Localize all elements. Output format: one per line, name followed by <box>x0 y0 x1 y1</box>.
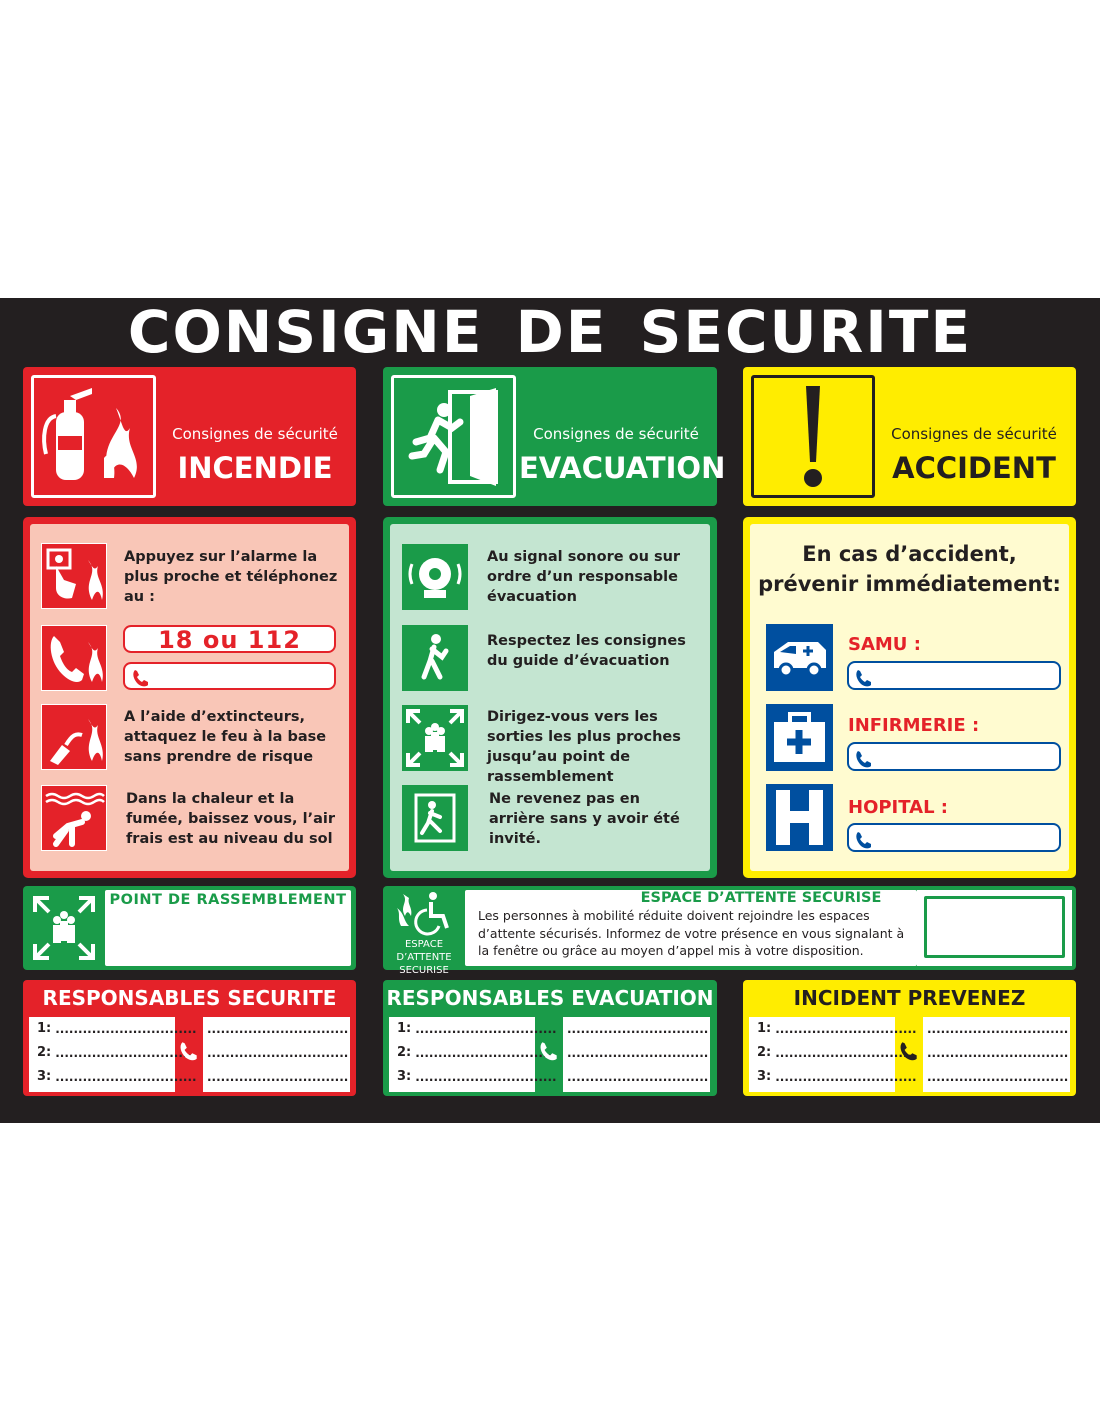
line-dots: ............................... <box>55 1022 197 1036</box>
emergency-exit-icon <box>391 375 516 498</box>
attente-text: Les personnes à mobilité réduite doivent rejoindre les espaces d’attente sécurisés. Informez de votre présence en vous signalant à la fenêtre ou grâce au moyen d’appel mis à votre disposition. <box>478 908 905 958</box>
smoke-crawl-icon <box>41 785 107 851</box>
incendie-step-3: Dans la chaleur et la fumée, baissez vous, l’air frais est au niveau du sol <box>126 791 335 847</box>
safe-waiting-area-icon <box>389 888 459 976</box>
emergency-number: 18 ou 112 <box>158 626 301 654</box>
phone-icon <box>854 749 874 769</box>
rassemblement-bar <box>23 886 356 970</box>
responsable-phone-line[interactable]: ............................... <box>567 1070 709 1084</box>
evacuation-heading: EVACUATION <box>519 451 726 485</box>
responsables-evacuation <box>383 980 717 1096</box>
responsable-name-line[interactable] <box>397 1065 557 1089</box>
responsable-phone-line[interactable]: ............................... <box>927 1046 1069 1060</box>
guide-walking-icon <box>402 625 468 691</box>
responsable-name-line[interactable] <box>397 1017 557 1041</box>
responsable-name-line[interactable] <box>757 1041 917 1065</box>
incendie-step-1: Appuyez sur l’alarme la plus proche et téléphonez au : <box>124 549 338 605</box>
responsable-name-line[interactable] <box>37 1041 197 1065</box>
line-label: 3: <box>397 1069 412 1084</box>
accident-intro-line-1: En cas d’accident, <box>802 542 1017 566</box>
responsables-title: RESPONSABLES EVACUATION <box>386 986 714 1010</box>
line-label: 2: <box>397 1045 412 1060</box>
responsables-names-list <box>749 1017 917 1092</box>
line-label: 1: <box>37 1021 52 1036</box>
line-label: 1: <box>757 1021 772 1036</box>
attente-bar <box>383 886 1076 976</box>
assembly-point-icon <box>27 890 101 966</box>
evacuation-step-3: Dirigez-vous vers les sorties les plus proches jusqu’au point de rassemblement <box>487 709 681 785</box>
phone-icon <box>854 830 874 850</box>
phone-icon <box>178 1040 200 1062</box>
rassemblement-field[interactable] <box>105 890 351 966</box>
attente-icon-label: ESPACE D’ATTENTE SECURISE <box>396 939 452 976</box>
responsables-phones-list <box>923 1017 1070 1092</box>
evacuation-step-1: Au signal sonore ou sur ordre d’un responsable évacuation <box>487 549 681 605</box>
line-label: 3: <box>757 1069 772 1084</box>
line-dots: ............................... <box>415 1070 557 1084</box>
incendie-phone-field[interactable] <box>123 662 336 690</box>
hopital-phone-field[interactable] <box>847 823 1061 852</box>
evacuation-step-2: Respectez les consignes du guide d’évacuation <box>487 633 686 669</box>
evacuation-header <box>383 367 726 506</box>
first-aid-kit-icon <box>766 704 833 771</box>
attente-title: ESPACE D’ATTENTE SECURISE <box>640 890 882 906</box>
responsable-phone-line[interactable]: ............................... <box>927 1022 1069 1036</box>
attente-info <box>465 890 917 966</box>
responsable-phone-line[interactable]: ............................... <box>207 1022 349 1036</box>
line-dots: ............................... <box>775 1070 917 1084</box>
incendie-heading: INCENDIE <box>177 451 333 485</box>
accident-intro-line-2: prévenir immédiatement: <box>758 572 1061 596</box>
responsables-phones-list <box>203 1017 350 1092</box>
line-dots: ............................... <box>415 1046 557 1060</box>
warning-exclamation-icon <box>751 375 875 498</box>
line-label: 2: <box>757 1045 772 1060</box>
infirmerie-phone-field[interactable] <box>847 742 1061 771</box>
responsable-name-line[interactable] <box>757 1065 917 1089</box>
no-return-exit-icon <box>402 785 468 851</box>
responsables-phones-list <box>563 1017 710 1092</box>
incendie-subtitle: Consignes de sécurité <box>172 425 338 443</box>
responsables-title: RESPONSABLES SECURITE <box>42 986 337 1010</box>
evacuation-step-4: Ne revenez pas en arrière sans y avoir été invité. <box>489 791 680 847</box>
responsable-phone-line[interactable]: ............................... <box>207 1070 349 1084</box>
infirmerie-label: INFIRMERIE : <box>848 715 980 736</box>
rassemblement-label: POINT DE RASSEMBLEMENT <box>109 892 347 908</box>
responsable-phone-line[interactable]: ............................... <box>567 1022 709 1036</box>
incendie-header <box>23 367 356 506</box>
line-label: 3: <box>37 1069 52 1084</box>
responsables-names-list <box>389 1017 557 1092</box>
accident-heading: ACCIDENT <box>892 451 1056 485</box>
samu-phone-field[interactable] <box>847 661 1061 690</box>
samu-label: SAMU : <box>848 634 921 655</box>
responsable-name-line[interactable] <box>37 1017 197 1041</box>
incendie-panel <box>23 517 356 878</box>
hospital-icon <box>766 784 833 851</box>
ambulance-icon <box>766 624 833 691</box>
responsable-name-line[interactable] <box>397 1041 557 1065</box>
line-label: 2: <box>37 1045 52 1060</box>
line-dots: ............................... <box>415 1022 557 1036</box>
hopital-label: HOPITAL : <box>848 797 949 818</box>
line-dots: ............................... <box>55 1070 197 1084</box>
line-dots: ............................... <box>55 1046 197 1060</box>
sign-title: CONSIGNE DE SECURITE <box>127 298 973 366</box>
responsable-name-line[interactable] <box>757 1017 917 1041</box>
attente-box-frame <box>917 890 1072 966</box>
alarm-bell-icon <box>402 544 468 610</box>
accident-header <box>743 367 1076 506</box>
fire-extinguisher-icon <box>31 375 156 498</box>
responsable-phone-line[interactable]: ............................... <box>207 1046 349 1060</box>
accident-subtitle: Consignes de sécurité <box>891 425 1057 443</box>
fire-alarm-icon <box>41 543 107 609</box>
attente-location-field[interactable] <box>924 896 1065 958</box>
accident-panel <box>743 517 1076 878</box>
accident-intro <box>753 539 1066 599</box>
emergency-number-box <box>123 625 336 653</box>
responsables-names-list <box>29 1017 197 1092</box>
phone-icon <box>854 668 874 688</box>
responsable-name-line[interactable] <box>37 1065 197 1089</box>
phone-icon <box>898 1040 920 1062</box>
phone-icon <box>538 1040 560 1062</box>
incendie-step-2: A l’aide d’extincteurs, attaquez le feu à la base sans prendre de risque <box>124 709 327 765</box>
responsable-phone-line[interactable]: ............................... <box>567 1046 709 1060</box>
evacuation-subtitle: Consignes de sécurité <box>533 425 699 443</box>
responsable-phone-line[interactable]: ............................... <box>927 1070 1069 1084</box>
phone-icon <box>131 668 151 688</box>
line-dots: ............................... <box>775 1046 917 1060</box>
line-label: 1: <box>397 1021 412 1036</box>
incident-prevenez <box>743 980 1076 1096</box>
evacuation-panel <box>383 517 717 878</box>
line-dots: ............................... <box>775 1022 917 1036</box>
fire-phone-icon <box>41 625 107 691</box>
assembly-point-icon <box>402 705 468 771</box>
responsables-title: INCIDENT PREVENEZ <box>793 986 1026 1010</box>
fire-extinguisher-use-icon <box>41 704 107 770</box>
responsables-securite <box>23 980 356 1096</box>
